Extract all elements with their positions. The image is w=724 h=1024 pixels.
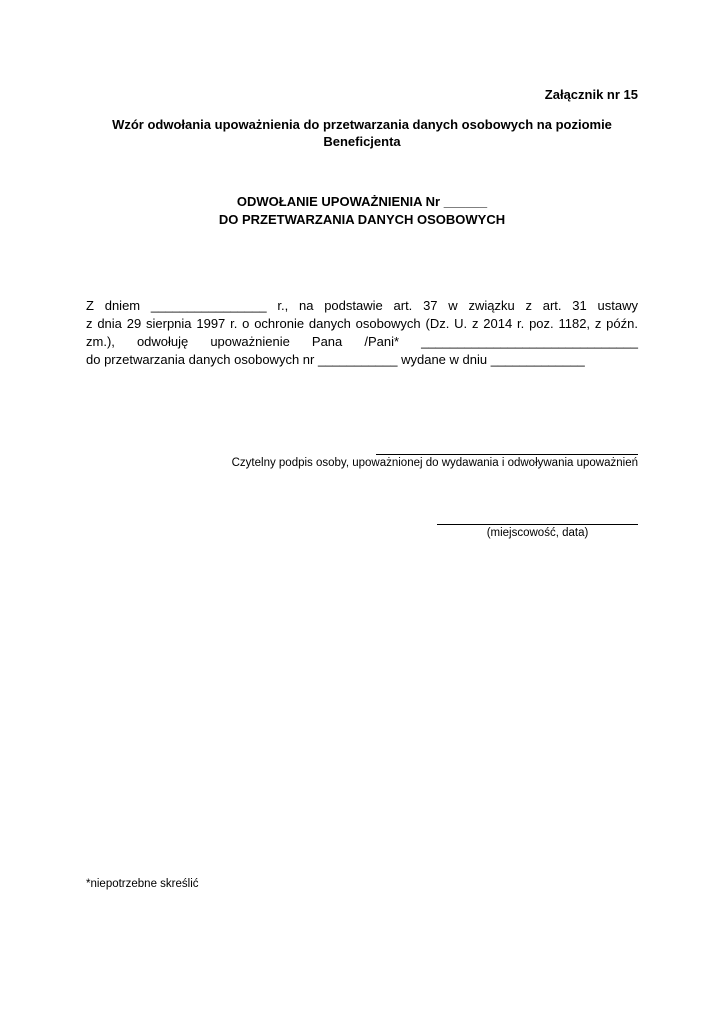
title-line-2: DO PRZETWARZANIA DANYCH OSOBOWYCH (218, 212, 506, 227)
footnote: *niepotrzebne skreślić (86, 878, 199, 890)
body-line-4: do przetwarzania danych osobowych nr ___________ wydane w dniu _____________ (86, 352, 585, 367)
place-date-line (437, 524, 638, 525)
body-line-2: z dnia 29 sierpnia 1997 r. o ochronie danych osobowych (Dz. U. z 2014 r. poz. 1182, z późn. (86, 316, 638, 331)
subtitle-line-2: Beneficjenta (323, 134, 401, 149)
body-line-1: Z dniem ________________ r., na podstawie art. 37 w związku z art. 31 ustawy (86, 298, 638, 313)
body-line-3: zm.), odwołuję upoważnienie Pana /Pani* ______________________________ (86, 334, 638, 349)
place-date-caption: (miejscowość, data) (486, 527, 589, 539)
document-title (86, 193, 638, 229)
annex-label: Załącznik nr 15 (544, 87, 638, 102)
signature-line (376, 454, 638, 455)
subtitle-line-1: Wzór odwołania upoważnienia do przetwarzania danych osobowych na poziomie (112, 117, 612, 132)
signature-caption: Czytelny podpis osoby, upoważnionej do wydawania i odwoływania upoważnień (231, 457, 638, 469)
body-paragraph (86, 297, 638, 369)
document-subtitle (86, 116, 638, 150)
title-line-1: ODWOŁANIE UPOWAŻNIENIA Nr ______ (236, 194, 488, 209)
